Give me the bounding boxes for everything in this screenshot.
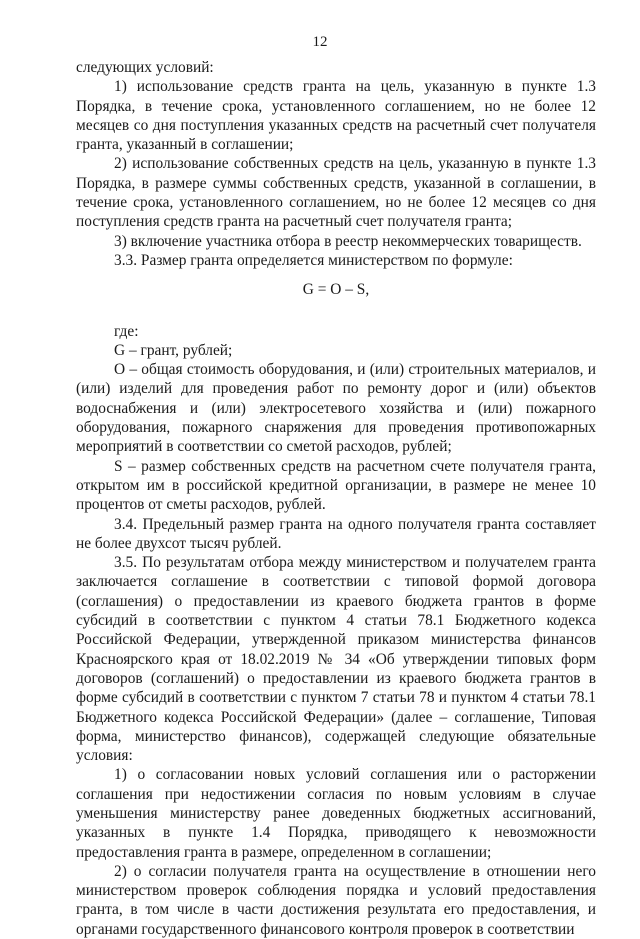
- paragraph-3-5: 3.5. По результатам отбора между министерством и получателем гранта заключается соглашение в соответствии с типовой формой договора (соглашения) о предоставлении из краевого бюджета грантов в форме субсидий в соответствии с пунктом 4 статьи 78.1 Бюджетного кодекса Российской Федерации, утвержденной приказом министерства финансов Красноярского края от 18.02.2019 № 34 «Об утверждении типовых форм договоров (соглашений) о предоставлении из краевого бюджета грантов в форме субсидий в соответствии с пунктом 7 статьи 78 и пунктом 4 статьи 78.1 Бюджетного кодекса Российской Федерации» (далее – соглашение, Типовая форма, министерство финансов), содержащей следующие обязательные условия:: [76, 554, 596, 765]
- definition-s: S – размер собственных средств на расчетном счете получателя гранта, открытом им в российской кредитной организации, в размере не менее 10 процентов от сметы расходов, рублей.: [76, 457, 596, 514]
- formula: G = O – S,: [302, 281, 370, 299]
- paragraph-3-3: 3.3. Размер гранта определяется министерством по формуле:: [114, 251, 513, 269]
- paragraph-condition-3: 3) включение участника отбора в реестр некоммерческих товариществ.: [114, 232, 582, 250]
- paragraph-3-4: 3.4. Предельный размер гранта на одного получателя гранта составляет не более двухсот тысяч рублей.: [76, 515, 596, 552]
- paragraph-intro: следующих условий:: [76, 59, 214, 76]
- definition-g: G – грант, рублей;: [114, 341, 233, 359]
- paragraph-condition-1: 1) использование средств гранта на цель, указанную в пункте 1.3 Порядка, в течение срока, установленного соглашением, но не более 12 месяцев со дня поступления указанных средств на расчетный счет получателя гранта, указанный в соглашении;: [76, 78, 596, 154]
- paragraph-where: где:: [114, 322, 139, 340]
- page-number: 12: [312, 34, 328, 50]
- paragraph-obligation-1: 1) о согласовании новых условий соглашения или о расторжении соглашения при недостижении согласия по новым условиям в случае уменьшения министерству ранее доведенных бюджетных ассигнований, указанных в пункте 1.4 Порядка, приводящего к невозможности предоставления гранта в размере, определенном в соглашении;: [76, 766, 596, 861]
- definition-o: O – общая стоимость оборудования, и (или) строительных материалов, и (или) изделий для проведения работ по ремонту дорог и (или) объектов водоснабжения и (или) электросетевого хозяйства и (или) пожарного оборудования, пожарного снаряжения для проведения противопожарных мероприятий в соответствии со сметой расходов, рублей;: [76, 361, 596, 456]
- paragraph-condition-2: 2) использование собственных средств на цель, указанную в пункте 1.3 Порядка, в размере суммы собственных средств, указанной в соглашении, в течение срока, установленного соглашением, но не более 12 месяцев со дня поступления средств гранта на расчетный счет получателя гранта;: [76, 155, 596, 231]
- paragraph-obligation-2: 2) о согласии получателя гранта на осуществление в отношении него министерством проверок соблюдения порядка и условий предоставления гранта, в том числе в части достижения результата его предоставления, и органами государственного финансового контроля проверок в соответствии: [76, 862, 596, 938]
- document-body: [76, 58, 596, 939]
